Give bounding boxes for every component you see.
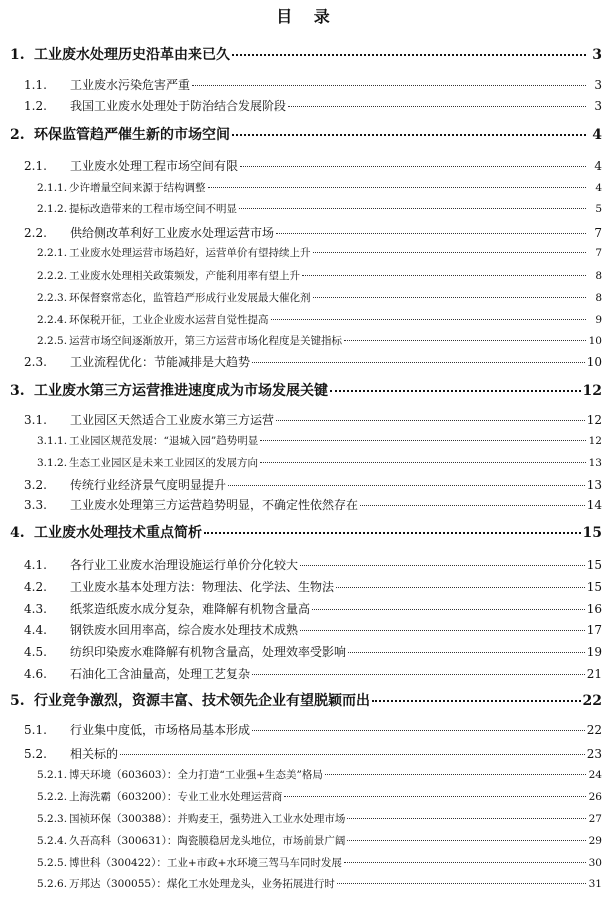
toc-entry-level3[interactable]	[37, 767, 602, 782]
toc-entry-page: 3	[592, 47, 602, 63]
dot-leader	[344, 861, 586, 863]
toc-entry-level2[interactable]	[24, 157, 602, 174]
toc-entry-level3[interactable]	[37, 833, 602, 848]
dot-leader	[313, 296, 587, 298]
toc-entry-page: 22	[582, 693, 602, 709]
toc-entry-page: 26	[588, 791, 602, 803]
toc-entry-number: 3.1.1.	[37, 435, 68, 447]
dot-leader	[347, 817, 586, 819]
toc-entry-level1[interactable]	[10, 690, 602, 710]
toc-entry-level3[interactable]	[37, 333, 602, 348]
dot-leader	[312, 608, 585, 610]
toc-entry-page: 24	[588, 769, 602, 781]
dot-leader	[240, 165, 586, 167]
dot-leader	[276, 419, 585, 421]
toc-entry-number: 5.	[10, 693, 25, 709]
toc-entry-title: 纸浆造纸废水成分复杂，难降解有机物含量高	[70, 602, 311, 616]
dot-leader	[228, 484, 585, 486]
toc-entry-number: 4.6.	[24, 667, 47, 681]
dot-leader	[300, 629, 585, 631]
toc-entry-number: 4.1.	[24, 558, 47, 572]
toc-entry-title: 环保督察常态化，监管趋严形成行业发展最大催化剂	[69, 292, 311, 304]
toc-entry-level1[interactable]	[10, 380, 602, 400]
toc-entry-number: 2.2.1.	[37, 247, 68, 259]
toc-entry-number: 5.2.4.	[37, 835, 68, 847]
toc-entry-page: 7	[595, 247, 602, 259]
toc-entry-page: 15	[586, 580, 602, 594]
toc-entry-title: 纺织印染废水难降解有机物含量高，处理效率受影响	[70, 645, 347, 659]
toc-entry-level1[interactable]	[10, 44, 602, 64]
toc-entry-level3[interactable]	[37, 433, 602, 448]
toc-entry-page: 27	[588, 813, 602, 825]
toc-entry-page: 12	[582, 383, 602, 399]
toc-entry-level3[interactable]	[37, 201, 602, 216]
toc-entry-number: 2.2.	[24, 226, 47, 240]
toc-entry-page: 16	[586, 602, 602, 616]
dot-leader	[120, 753, 585, 755]
toc-entry-number: 2.1.2.	[37, 203, 68, 215]
toc-entry-title: 传统行业经济景气度明显提升	[70, 478, 227, 492]
toc-entry-level2[interactable]	[24, 721, 602, 738]
toc-entry-title: 供给侧改革利好工业废水处理运营市场	[70, 226, 275, 240]
toc-entry-page: 22	[586, 723, 602, 737]
toc-entry-title: 万邦达（300055）：煤化工水处理龙头，业务拓展进行时	[69, 878, 335, 890]
toc-entry-title: 少许增量空间来源于结构调整	[69, 182, 206, 194]
toc-entry-title: 环保监管趋严催生新的市场空间	[34, 127, 230, 143]
toc-entry-number: 2.2.3.	[37, 292, 68, 304]
dot-leader	[288, 105, 586, 107]
toc-entry-number: 3.3.	[24, 498, 47, 512]
toc-entry-number: 5.2.	[24, 747, 47, 761]
dot-leader	[232, 133, 586, 136]
toc-entry-level3[interactable]	[37, 245, 602, 260]
dot-leader	[330, 389, 581, 392]
toc-entry-title: 我国工业废水处理处于防治结合发展阶段	[70, 99, 287, 113]
toc-entry-number: 3.	[10, 383, 25, 399]
toc-entry-level2[interactable]	[24, 556, 602, 573]
toc-entry-number: 4.3.	[24, 602, 47, 616]
toc-entry-number: 2.1.	[24, 159, 47, 173]
toc-entry-level2[interactable]	[24, 578, 602, 595]
toc-entry-level2[interactable]	[24, 643, 602, 660]
toc-entry-title: 博世科（300422）：工业+市政+水环境三驾马车同时发展	[69, 857, 342, 869]
toc-entry-page: 23	[586, 747, 602, 761]
toc-entry-page: 4	[595, 182, 602, 194]
toc-entry-page: 29	[588, 835, 602, 847]
toc-entry-title: 工业流程优化：节能减排是大趋势	[70, 355, 251, 369]
toc-entry-level2[interactable]	[24, 76, 602, 93]
toc-entry-page: 13	[586, 478, 602, 492]
toc-entry-number: 5.2.5.	[37, 857, 68, 869]
toc-entry-title: 工业废水处理工程市场空间有限	[70, 159, 239, 173]
toc-entry-level2[interactable]	[24, 411, 602, 428]
toc-title: 目 录	[276, 7, 338, 26]
toc-entry-level3[interactable]	[37, 312, 602, 327]
toc-entry-page: 9	[595, 314, 602, 326]
toc-entry-level2[interactable]	[24, 665, 602, 682]
toc-entry-level3[interactable]	[37, 268, 602, 283]
toc-entry-title: 工业废水处理相关政策频发，产能利用率有望上升	[69, 270, 300, 282]
toc-entry-level1[interactable]	[10, 522, 602, 542]
toc-entry-number: 2.2.5.	[37, 335, 68, 347]
dot-leader	[372, 699, 581, 702]
toc-entry-number: 2.3.	[24, 355, 47, 369]
toc-entry-level2[interactable]	[24, 600, 602, 617]
toc-entry-level2[interactable]	[24, 97, 602, 114]
toc-entry-number: 4.	[10, 525, 25, 541]
toc-entry-title: 生态工业园区是未来工业园区的发展方向	[69, 457, 258, 469]
toc-entry-page: 31	[588, 878, 602, 890]
toc-entry-page: 4	[594, 159, 602, 173]
toc-entry-number: 2.2.4.	[37, 314, 68, 326]
toc-entry-title: 国祯环保（300388）：并购麦王，强势进入工业水处理市场	[69, 813, 346, 825]
toc-entry-page: 5	[595, 203, 602, 215]
dot-leader	[344, 339, 586, 341]
toc-entry-page: 8	[595, 292, 602, 304]
toc-entry-number: 1.1.	[24, 78, 47, 92]
dot-leader	[313, 251, 587, 253]
toc-entry-title: 各行业工业废水治理设施运行单价分化较大	[70, 558, 299, 572]
toc-entry-number: 3.2.	[24, 478, 47, 492]
toc-entry-title: 工业园区规范发展：“退城入园”趋势明显	[69, 435, 259, 447]
dot-leader	[260, 461, 586, 463]
toc-entry-page: 21	[586, 667, 602, 681]
dot-leader	[252, 673, 585, 675]
toc-entry-page: 30	[588, 857, 602, 869]
dot-leader	[337, 882, 586, 884]
toc-entry-page: 4	[592, 127, 602, 143]
toc-entry-number: 2.	[10, 127, 25, 143]
toc-entry-page: 13	[588, 457, 602, 469]
toc-entry-number: 5.2.6.	[37, 878, 68, 890]
toc-entry-number: 5.2.3.	[37, 813, 68, 825]
toc-entry-level2[interactable]	[24, 476, 602, 493]
dot-leader	[284, 795, 586, 797]
toc-entry-level1[interactable]	[10, 124, 602, 144]
dot-leader	[192, 84, 586, 86]
toc-entry-number: 5.2.1.	[37, 769, 68, 781]
dot-leader	[252, 361, 585, 363]
toc-entry-number: 5.2.2.	[37, 791, 68, 803]
toc-entry-number: 4.5.	[24, 645, 47, 659]
toc-entry-page: 3	[594, 78, 602, 92]
toc-entry-title: 久吾高科（300631）：陶瓷膜稳居龙头地位，市场前景广阔	[69, 835, 346, 847]
toc-entry-title: 行业竞争激烈，资源丰富、技术领先企业有望脱颖而出	[34, 693, 370, 709]
toc-entry-title: 工业废水处理技术重点简析	[34, 525, 202, 541]
toc-entry-level3[interactable]	[37, 455, 602, 470]
toc-entry-number: 4.2.	[24, 580, 47, 594]
toc-entry-title: 工业废水第三方运营推进速度成为市场发展关键	[34, 383, 328, 399]
toc-entry-page: 12	[586, 413, 602, 427]
toc-entry-page: 8	[595, 270, 602, 282]
toc-entry-page: 3	[594, 99, 602, 113]
toc-entry-page: 19	[586, 645, 602, 659]
dot-leader	[302, 274, 586, 276]
dot-leader	[348, 651, 585, 653]
toc-entry-number: 1.2.	[24, 99, 47, 113]
toc-entry-page: 10	[588, 335, 602, 347]
dot-leader	[252, 729, 585, 731]
toc-entry-number: 3.1.2.	[37, 457, 68, 469]
toc-entry-number: 4.4.	[24, 623, 47, 637]
toc-entry-page: 12	[588, 435, 602, 447]
dot-leader	[325, 773, 586, 775]
toc-entry-level2[interactable]	[24, 745, 602, 762]
toc-entry-level3[interactable]	[37, 811, 602, 826]
dot-leader	[360, 504, 585, 506]
toc-entry-page: 17	[586, 623, 602, 637]
dot-leader	[300, 564, 585, 566]
toc-entry-number: 2.1.1.	[37, 182, 68, 194]
toc-entry-title: 博天环境（603603）：全力打造“工业强+生态美”格局	[69, 769, 323, 781]
toc-entry-level3[interactable]	[37, 180, 602, 195]
toc-entry-level3[interactable]	[37, 855, 602, 870]
toc-entry-title: 工业废水处理运营市场趋好，运营单价有望持续上升	[69, 247, 311, 259]
toc-entry-title: 石油化工含油量高，处理工艺复杂	[70, 667, 251, 681]
toc-entry-number: 2.2.2.	[37, 270, 68, 282]
toc-entry-level2[interactable]	[24, 224, 602, 241]
toc-entry-level3[interactable]	[37, 876, 602, 891]
toc-entry-page: 10	[586, 355, 602, 369]
dot-leader	[271, 318, 587, 320]
toc-entry-page: 15	[582, 525, 602, 541]
toc-entry-title: 行业集中度低，市场格局基本形成	[70, 723, 251, 737]
dot-leader	[260, 439, 586, 441]
toc-entry-level2[interactable]	[24, 353, 602, 370]
dot-leader	[336, 586, 585, 588]
toc-entry-level2[interactable]	[24, 621, 602, 638]
toc-entry-title: 工业园区天然适合工业废水第三方运营	[70, 413, 275, 427]
toc-entry-title: 上海洗霸（603200）：专业工业水处理运营商	[69, 791, 283, 803]
dot-leader	[232, 53, 586, 56]
toc-entry-title: 工业废水污染危害严重	[70, 78, 191, 92]
toc-entry-page: 7	[594, 226, 602, 240]
toc-entry-level2[interactable]	[24, 496, 602, 513]
dot-leader	[239, 207, 586, 209]
toc-entry-number: 5.1.	[24, 723, 47, 737]
toc-entry-title: 环保税开征，工业企业废水运营自觉性提高	[69, 314, 269, 326]
toc-entry-title: 钢铁废水回用率高，综合废水处理技术成熟	[70, 623, 299, 637]
toc-entry-number: 3.1.	[24, 413, 47, 427]
toc-entry-title: 工业废水处理第三方运营趋势明显，不确定性依然存在	[70, 498, 359, 512]
toc-entry-title: 运营市场空间逐渐放开，第三方运营市场化程度是关键指标	[69, 335, 342, 347]
toc-entry-title: 工业废水基本处理方法：物理法、化学法、生物法	[70, 580, 335, 594]
toc-entry-title: 工业废水处理历史沿革由来已久	[34, 47, 230, 63]
toc-entry-page: 14	[586, 498, 602, 512]
toc-entry-number: 1.	[10, 47, 25, 63]
toc-entry-level3[interactable]	[37, 789, 602, 804]
dot-leader	[204, 531, 581, 534]
dot-leader	[347, 839, 586, 841]
toc-entry-page: 15	[586, 558, 602, 572]
dot-leader	[276, 232, 586, 234]
dot-leader	[208, 186, 587, 188]
toc-entry-title: 相关标的	[70, 747, 119, 761]
toc-entry-title: 提标改造带来的工程市场空间不明显	[69, 203, 237, 215]
toc-entry-level3[interactable]	[37, 290, 602, 305]
